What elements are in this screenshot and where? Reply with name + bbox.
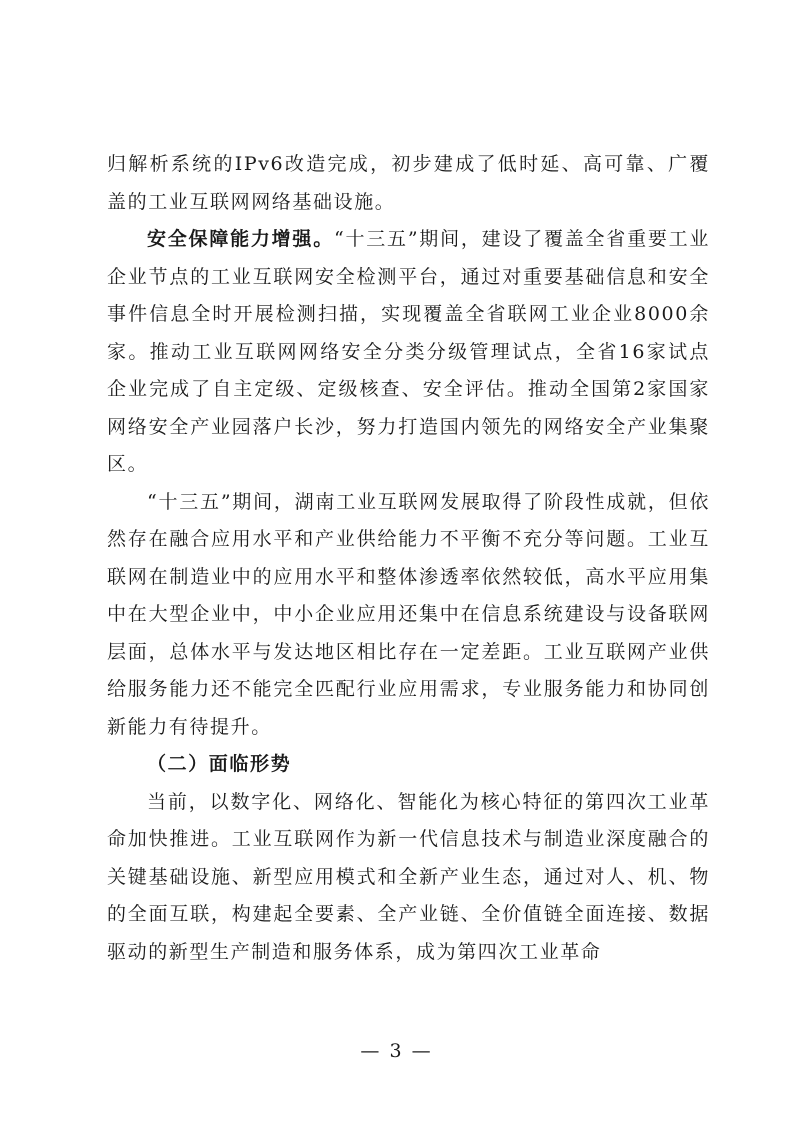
section-heading: （二）面临形势 <box>147 753 292 775</box>
paragraph-ipv6: 归解析系统的IPv6改造完成，初步建成了低时延、高可靠、广覆盖的工业互联网网络基础设施。 <box>107 153 710 213</box>
paragraph-situation: 当前，以数字化、网络化、智能化为核心特征的第四次工业革命加快推进。工业互联网作为新一代信息技术与制造业深度融合的关键基础设施、新型应用模式和全新产业生态，通过对人、机、物的全面互联，构建起全要素、全产业链、全价值链全面连接、数据驱动的新型生产制造和服务体系，成为第四次工业革命 <box>107 790 710 963</box>
paragraph-security-body: “十三五”期间，建设了覆盖全省重要工业企业节点的工业互联网安全检测平台，通过对重要基础信息和安全事件信息全时开展检测扫描，实现覆盖全省联网工业企业8000余家。推动工业互联网网络安全分类分级管理试点，全省16家试点企业完成了自主定级、定级核查、安全评估。推动全国第2家国家网络安全产业园落户长沙，努力打造国内领先的网络安全产业集聚区。 <box>107 228 711 475</box>
paragraph-security <box>107 221 710 484</box>
document-page <box>107 146 710 971</box>
paragraph-achievements: “十三五”期间，湖南工业互联网发展取得了阶段性成就，但依然存在融合应用水平和产业供给能力不平衡不充分等问题。工业互联网在制造业中的应用水平和整体渗透率依然较低，高水平应用集中在大型企业中，中小企业应用还集中在信息系统建设与设备联网层面，总体水平与发达地区相比存在一定差距。工业互联网产业供给服务能力还不能完全匹配行业应用需求，专业服务能力和协同创新能力有待提升。 <box>107 490 710 738</box>
page-number: — 3 — <box>360 1040 433 1062</box>
paragraph-security-lead: 安全保障能力增强。 <box>147 228 334 250</box>
